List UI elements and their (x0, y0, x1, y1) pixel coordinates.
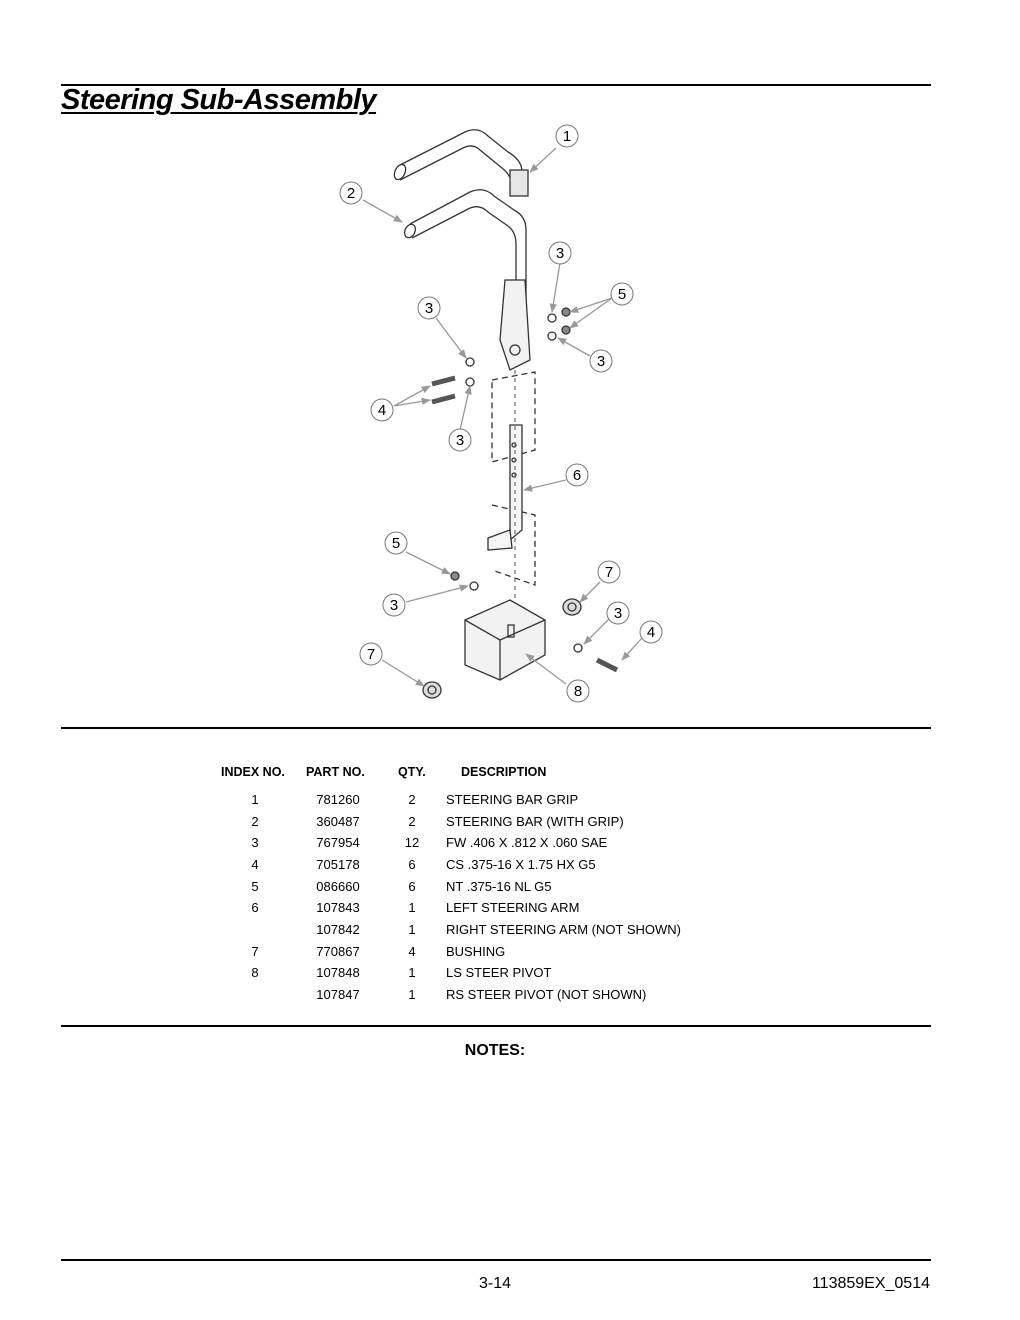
table-header-index: INDEX NO. (221, 765, 285, 779)
bushing-part (563, 599, 581, 615)
bolt-part (597, 660, 617, 670)
page-number: 3-14 (478, 1275, 512, 1292)
table-header-qty: QTY. (398, 765, 426, 779)
svg-text:3: 3 (424, 300, 434, 317)
callout-3 (590, 350, 612, 372)
svg-text:7: 7 (366, 646, 376, 663)
callout-3 (418, 297, 440, 319)
callout-3 (607, 602, 629, 624)
svg-text:3: 3 (613, 605, 623, 622)
callout-5 (611, 283, 633, 305)
callout-1 (556, 125, 578, 147)
callout-7 (360, 643, 382, 665)
svg-text:5: 5 (617, 286, 627, 303)
diagram-bottom-rule (61, 727, 931, 729)
callout-6 (566, 464, 588, 486)
svg-text:3: 3 (455, 432, 465, 449)
callout-4 (371, 399, 393, 421)
exploded-view-diagram (330, 120, 670, 710)
svg-text:4: 4 (377, 402, 387, 419)
table-header-part: PART NO. (306, 765, 365, 779)
callout-4 (640, 621, 662, 643)
svg-text:3: 3 (555, 245, 565, 262)
bolt-part (432, 378, 455, 384)
svg-text:1: 1 (562, 128, 572, 145)
callout-3 (383, 594, 405, 616)
steer-pivot-part (465, 600, 545, 680)
svg-text:4: 4 (646, 624, 656, 641)
callout-8 (567, 680, 589, 702)
svg-text:7: 7 (604, 564, 614, 581)
page-title: Steering Sub-Assembly (61, 84, 377, 116)
table-header-desc: DESCRIPTION (461, 765, 547, 779)
callout-3 (549, 242, 571, 264)
bolt-part (432, 396, 455, 402)
callout-7 (598, 561, 620, 583)
bushing-part (423, 682, 441, 698)
notes-heading: NOTES: (464, 1042, 526, 1059)
svg-text:5: 5 (391, 535, 401, 552)
steering-bar-grip-part (400, 130, 522, 192)
svg-text:8: 8 (573, 683, 583, 700)
svg-text:3: 3 (596, 353, 606, 370)
callout-5 (385, 532, 407, 554)
table-bottom-rule (61, 1025, 931, 1027)
steering-arm-part (510, 425, 522, 540)
callout-2 (340, 182, 362, 204)
svg-text:3: 3 (389, 597, 399, 614)
svg-text:2: 2 (346, 185, 356, 202)
document-id: 113859EX_0514 (811, 1275, 930, 1292)
footer-rule (61, 1259, 931, 1261)
callout-3 (449, 429, 471, 451)
svg-text:6: 6 (572, 467, 582, 484)
